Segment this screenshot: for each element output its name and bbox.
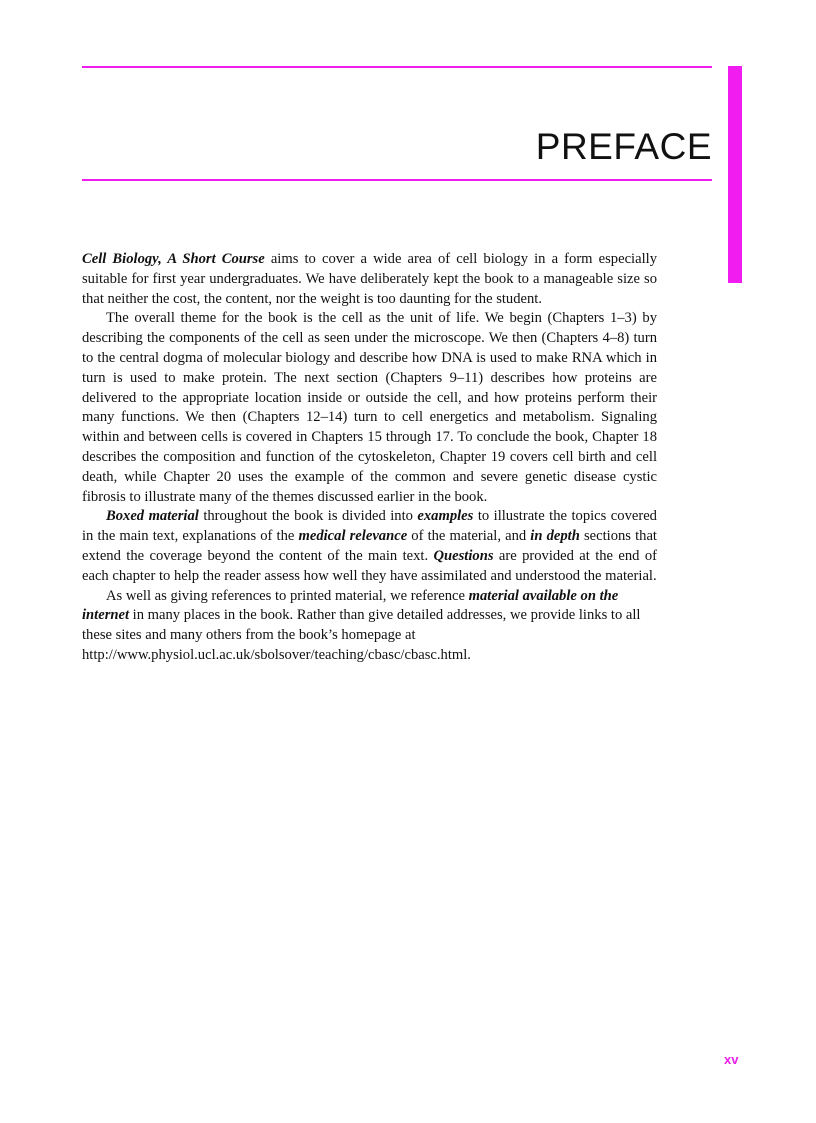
paragraph-intro — [82, 250, 657, 309]
paragraph-boxed-material — [82, 507, 657, 586]
emphasis-internet: material available on the internet — [82, 587, 619, 624]
emphasis-questions: Questions — [433, 547, 494, 564]
paragraph-theme — [82, 309, 657, 507]
emphasis-medical-relevance: medical relevance — [298, 528, 408, 545]
paragraph-text: As well as giving references to printed material, we reference — [106, 587, 469, 604]
paragraph-text: are provided at the end of each chapter to help the reader assess how well they have assimilated and understood the material. — [82, 547, 657, 584]
paragraph-text: to illustrate the topics covered in the main text, explanations of the — [82, 508, 657, 545]
preface-body — [82, 250, 657, 666]
paragraph-internet — [82, 587, 657, 666]
header-bottom-rule — [82, 179, 712, 181]
paragraph-text: The overall theme for the book is the cell as the unit of life. We begin (Chapters 1–3) by describing the components of the cell as seen under the microscope. We then (Chapters 4–8) turn to the central dogma of molecular biology and describe how DNA is used to make RNA which in turn is used to make protein. The next section (Chapters 9–11) describes how proteins are delivered to the appropriate location inside or outside the cell, and how proteins perform their many functions. We then (Chapters 12–14) turn to cell energetics and metabolism. Signaling within and between cells is covered in Chapters 15 through 17. To conclude the book, Chapter 18 describes the composition and function of the cytoskeleton, Chapter 19 covers cell birth and cell death, while Chapter 20 uses the example of the common and severe genetic disease cystic fibrosis to illustrate many of the themes discussed earlier in the book. — [82, 310, 657, 505]
paragraph-text: aims to cover a wide area of cell biology in a form especially suitable for first year undergraduates. We have deliberately kept the book to a manageable size so that neither the cost, the content, nor the weight is too daunting for the student. — [82, 251, 657, 307]
homepage-url: http://www.physiol.ucl.ac.uk/sbolsover/teaching/cbasc/cbasc.html. — [82, 646, 471, 663]
emphasis-boxed-material: Boxed material — [106, 508, 199, 525]
page-title: PREFACE — [535, 126, 712, 167]
book-title: Cell Biology, A Short Course — [82, 251, 265, 267]
emphasis-examples: examples — [417, 508, 474, 525]
chapter-side-tab — [728, 66, 742, 283]
emphasis-in-depth: in depth — [530, 528, 580, 545]
paragraph-text: of the material, and — [407, 528, 531, 545]
paragraph-text: in many places in the book. Rather than give detailed addresses, we provide links to all these sites and many others from the book’s homepage at — [82, 607, 641, 644]
paragraph-text: sections that extend the coverage beyond the content of the main text. — [82, 528, 657, 564]
paragraph-text: throughout the book is divided into — [198, 508, 418, 525]
header-top-rule — [82, 66, 712, 68]
page-number: xv — [724, 1052, 739, 1067]
